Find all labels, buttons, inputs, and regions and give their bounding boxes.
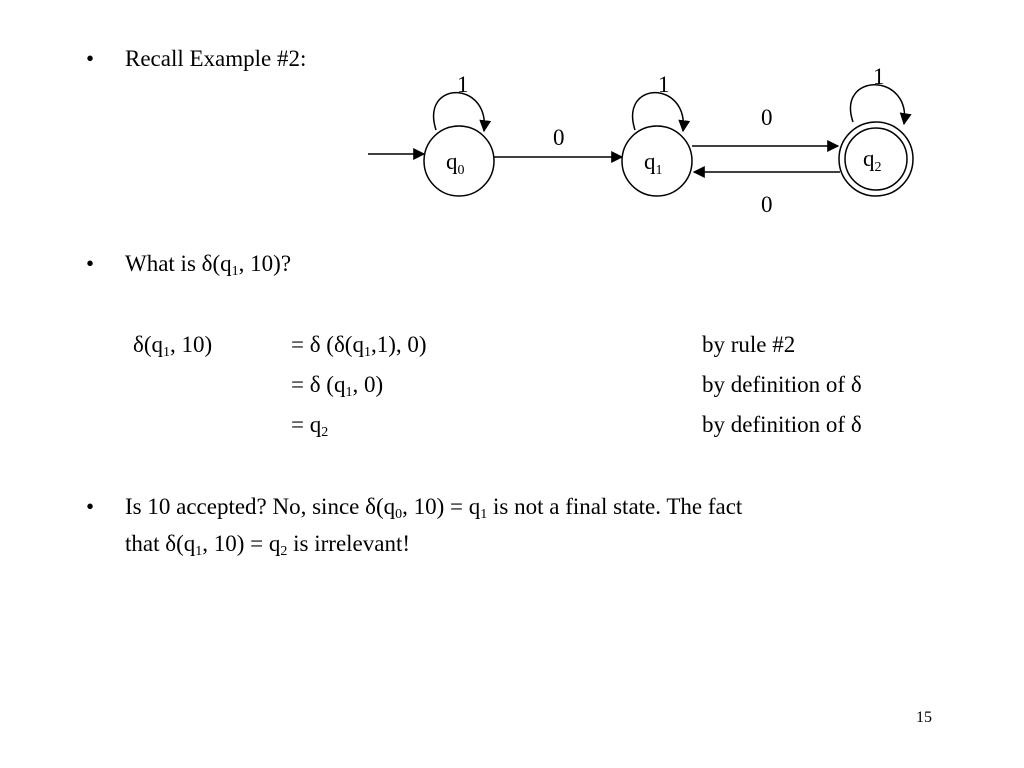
q1-self-loop: [633, 93, 684, 131]
edge-q1-q2-label: 0: [761, 105, 773, 130]
derivation-step-3: = $q_2$: [291, 412, 329, 440]
dfa-diagram: [0, 0, 1024, 240]
state-q0-label: q: [446, 149, 458, 174]
state-q0-sub: 0: [457, 163, 465, 178]
derivation-reason-1: by rule #2: [702, 332, 796, 357]
state-q1-sub: 1: [655, 163, 663, 178]
question-text: What is $\delta(q_1$, 10)?: [125, 251, 292, 279]
state-q2: [839, 122, 913, 196]
state-q0: [424, 126, 494, 196]
state-q2-label: q: [863, 146, 875, 171]
edge-q0-q1-label: 0: [553, 125, 565, 150]
q0-loop-label: 1: [457, 72, 469, 97]
derivation-step-1: = δ ($\delta(q_1,1)$, 0): [291, 332, 427, 360]
state-q2-sub: 2: [874, 160, 882, 175]
state-q1-label: q: [644, 149, 656, 174]
q1-loop-label: 1: [658, 72, 670, 97]
bullet-marker: •: [86, 251, 95, 276]
state-q1: [622, 126, 692, 196]
derivation-lhs: $\delta(q_1$, 10): [133, 332, 213, 360]
q0-self-loop: [434, 93, 485, 131]
edge-q2-q1-label: 0: [761, 192, 773, 217]
derivation-step-2: = δ ($q_1$, 0): [291, 372, 384, 400]
bullet-marker: •: [86, 46, 95, 71]
conclusion-line-2: that $\delta(q_1$, $10) = q_2$ is irrelevant!: [125, 531, 411, 559]
q2-loop-label: 1: [873, 64, 885, 89]
conclusion-line-1: Is 10 accepted? No, since $\delta(q_0$, $10) = q_1$ is not a final state. The fact: [125, 494, 743, 522]
derivation-reason-3: by definition of δ: [702, 412, 862, 437]
bullet-marker: •: [86, 494, 95, 519]
recall-text: Recall Example #2:: [125, 46, 307, 71]
q2-self-loop: [851, 85, 905, 124]
page-number: 15: [916, 709, 932, 726]
derivation-reason-2: by definition of δ: [702, 372, 862, 397]
